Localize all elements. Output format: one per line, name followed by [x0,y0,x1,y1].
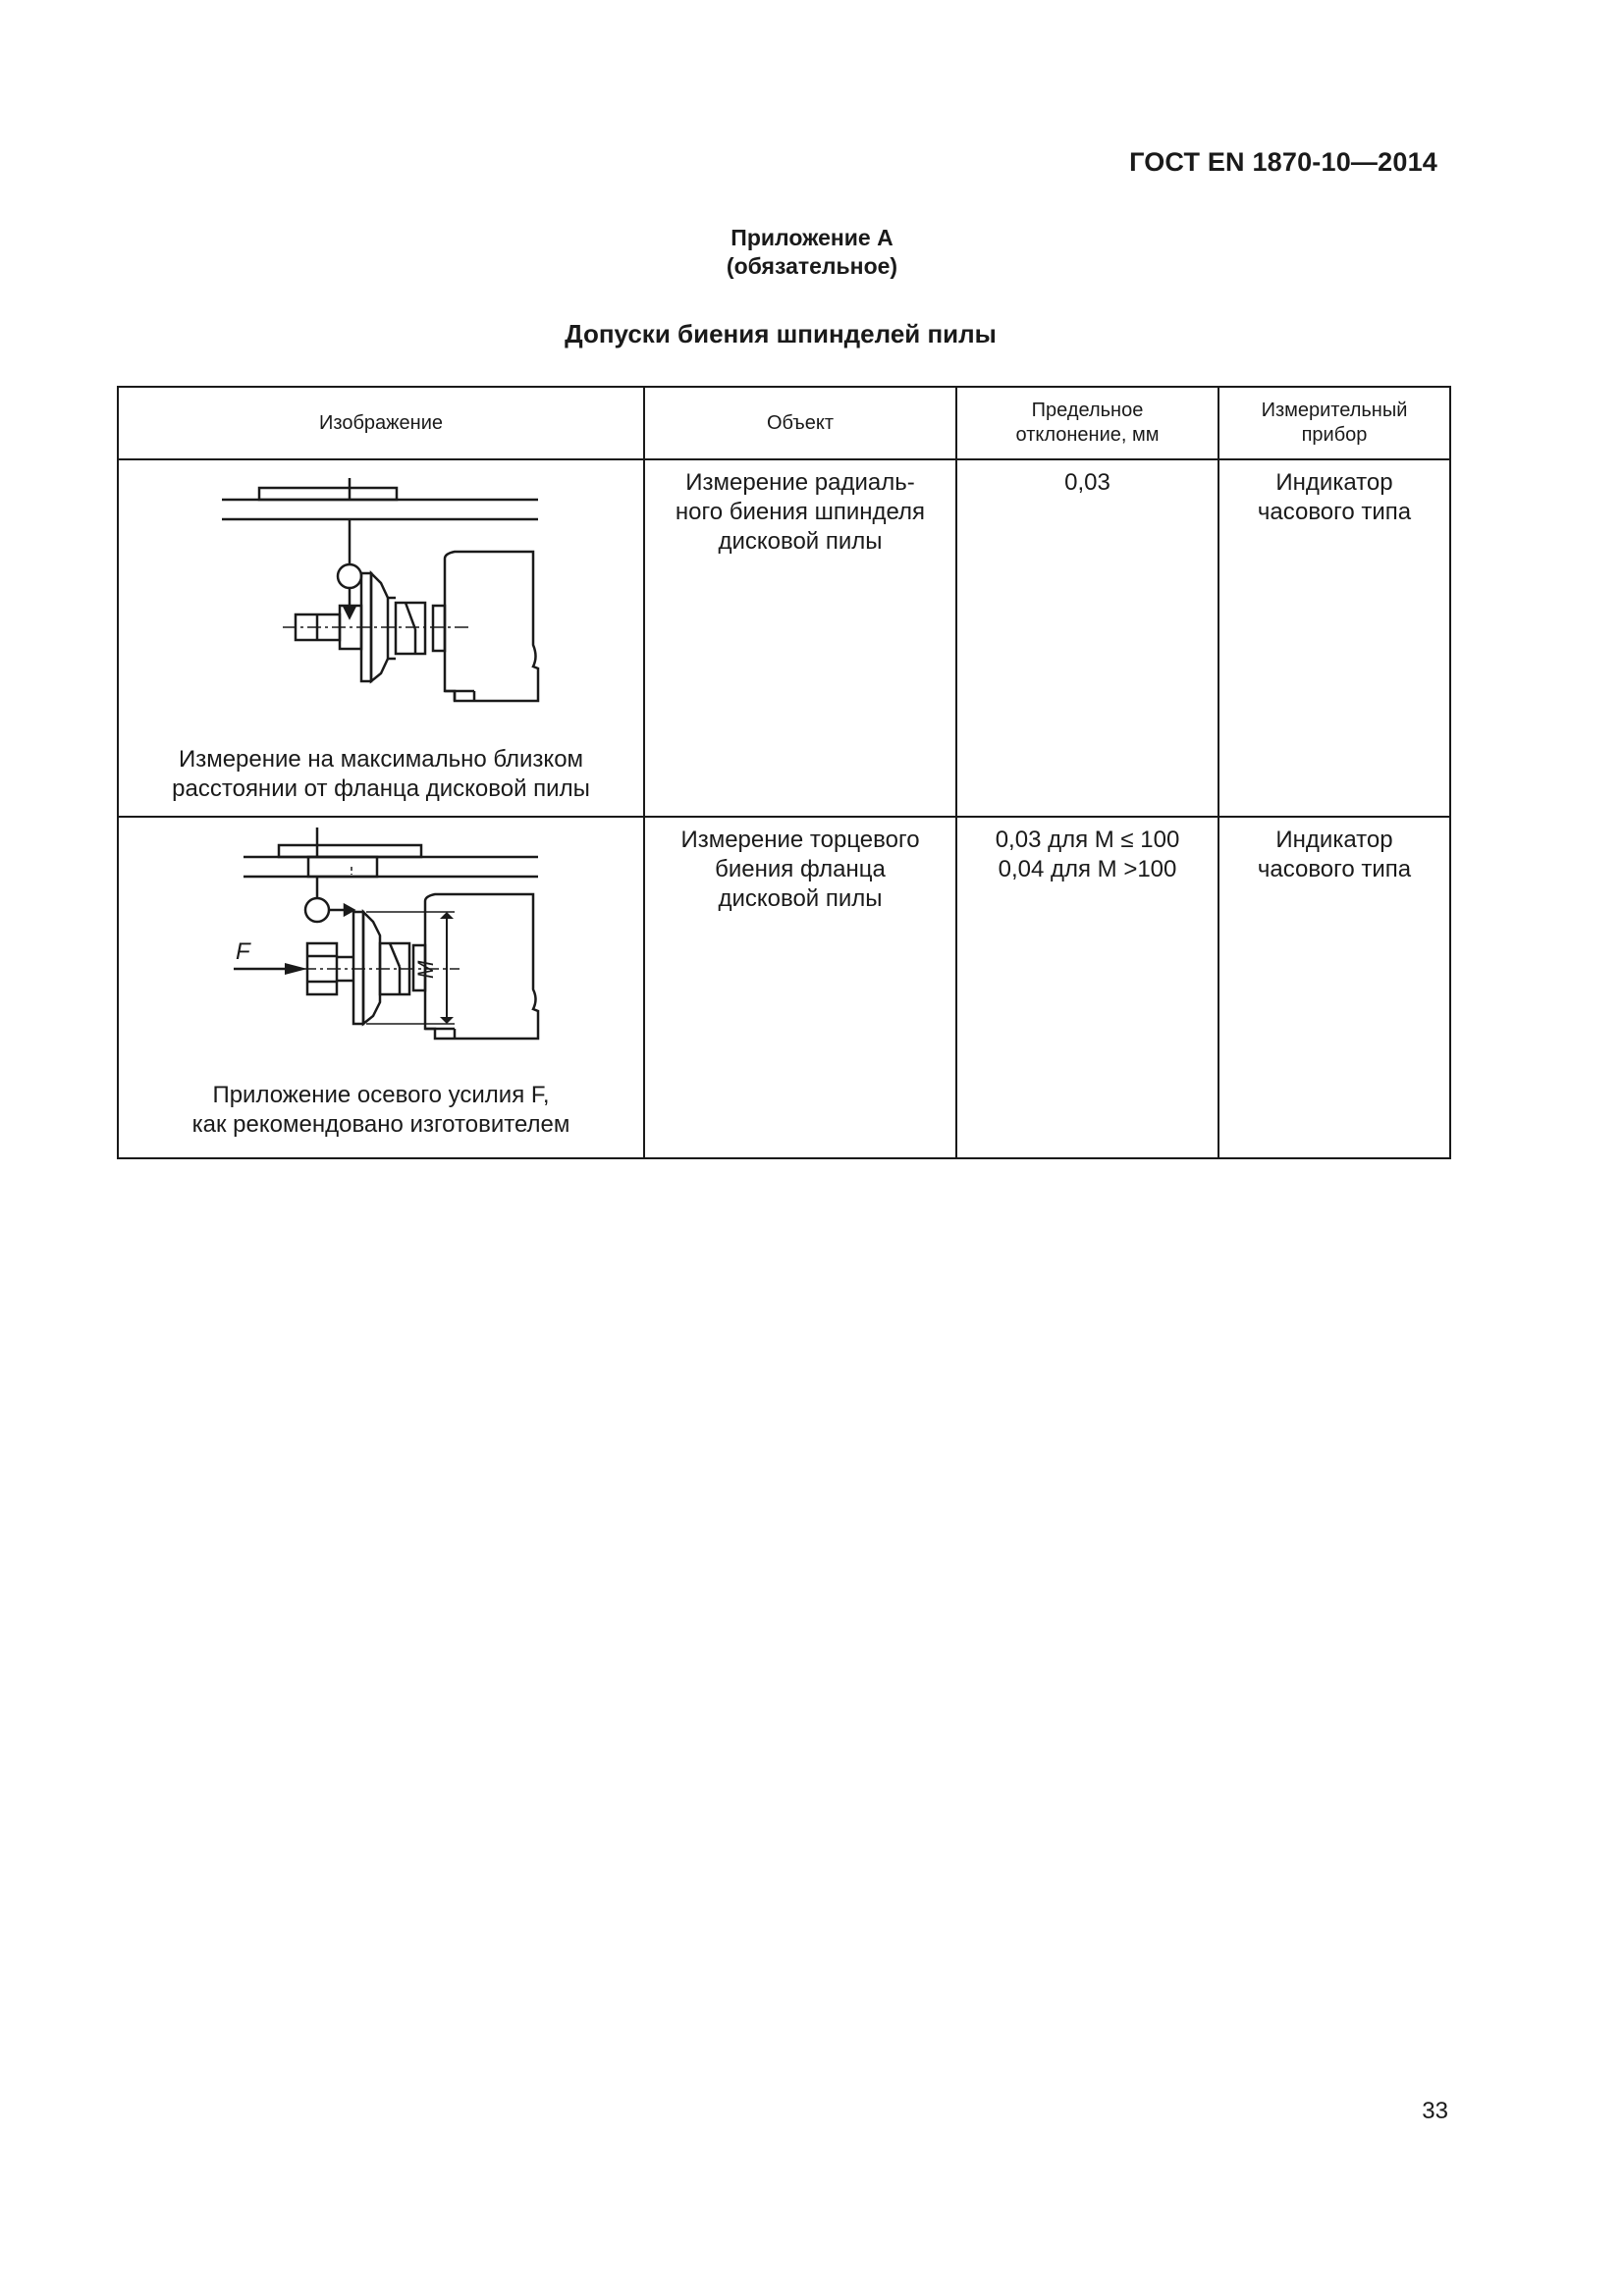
instrument-text: Индикатор часового типа [1257,827,1412,882]
section-title: Допуски биения шпинделей пилы [565,319,997,348]
instrument-cell [1218,459,1450,817]
tolerance-values [957,818,1218,884]
image-cell [118,459,644,817]
tolerance-value: 0,03 [1064,469,1110,496]
table-row [118,817,1450,1158]
radial-runout-diagram [121,460,641,745]
table-row [118,459,1450,817]
annex-heading [0,224,1624,281]
tolerance-value: 0,04 для M >100 [998,856,1177,882]
object-text: Измерение радиаль- ного биения шпинделя дисковой пилы [675,469,926,555]
image-cell [118,817,644,1158]
axial-runout-diagram [121,818,641,1081]
instrument-cell [1218,817,1450,1158]
page-number: 33 [1422,2098,1448,2124]
instrument-text: Индикатор часового типа [1257,469,1412,525]
image-caption: Измерение на максимально близком расстоянии от фланца дисковой пилы [172,746,590,802]
tolerance-value: 0,03 для M ≤ 100 [995,827,1180,853]
column-header-tolerance: Предельное отклонение, мм [956,387,1218,459]
annex-status: (обязательное) [726,253,898,279]
force-label: F [236,938,250,965]
column-header-image: Изображение [118,387,644,459]
column-header-instrument: Измерительный прибор [1218,387,1450,459]
tolerance-cell [956,459,1218,817]
object-text: Измерение торцевого биения фланца дисковой пилы [680,827,920,912]
tolerance-table [117,386,1451,1159]
annex-title: Приложение А [731,225,893,250]
image-caption: Приложение осевого усилия F, как рекомендовано изготовителем [191,1082,570,1138]
table-header-row [118,387,1450,459]
object-cell [644,459,956,817]
column-header-object: Объект [644,387,956,459]
diameter-label: M [413,960,438,979]
document-code: ГОСТ EN 1870-10—2014 [1129,147,1437,177]
tolerance-cell [956,817,1218,1158]
object-cell [644,817,956,1158]
